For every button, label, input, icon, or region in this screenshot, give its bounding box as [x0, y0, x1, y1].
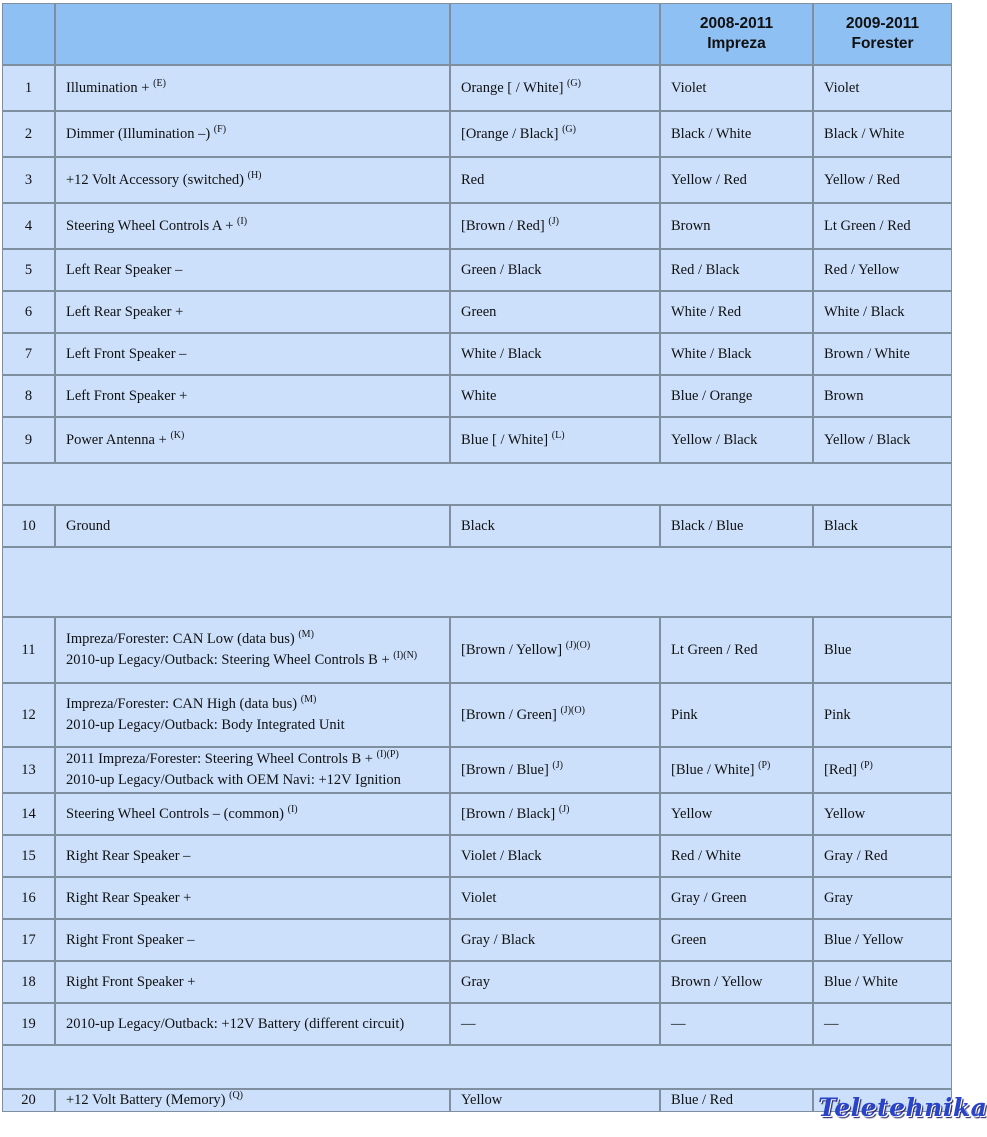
impreza-color-text: White / Red [671, 303, 742, 320]
forester-color-text: Gray [824, 889, 853, 906]
pin-function-line [66, 260, 439, 281]
header-forester-years: 2009-2011 [845, 15, 920, 32]
harness-color-text: Gray [461, 973, 490, 990]
pin-number-text: 4 [24, 217, 33, 234]
impreza-color-text: Green [671, 931, 707, 948]
table-row [2, 835, 952, 877]
header-forester-model: Forester [851, 35, 914, 52]
pin-function-text: 2010-up Legacy/Outback: +12V Battery (different circuit) [66, 1015, 405, 1032]
table-row [2, 65, 952, 111]
forester-color-text: Blue / White [824, 973, 898, 990]
forester-color [813, 157, 952, 203]
harness-color [450, 65, 660, 111]
pin-function-text: Illumination + [66, 79, 150, 96]
pin-function [55, 747, 450, 793]
pin-number-text: 20 [21, 1092, 36, 1108]
impreza-color-text: Lt Green / Red [671, 641, 758, 658]
pin-function-text-2: 2010-up Legacy/Outback: Body Integrated Unit [66, 717, 345, 733]
harness-color [450, 747, 660, 793]
pin-function-line [66, 888, 439, 909]
forester-color [813, 505, 952, 547]
pin-function-line [66, 1014, 439, 1035]
forester-color [813, 249, 952, 291]
pin-number [2, 203, 55, 249]
impreza-color-text: [Blue / White] [671, 761, 755, 778]
pin-number [2, 65, 55, 111]
pin-function [55, 333, 450, 375]
pin-function [55, 1089, 450, 1112]
impreza-color-text: Pink [671, 706, 698, 723]
forester-color-text: Brown [824, 387, 864, 404]
table-row [2, 291, 952, 333]
pin-number-text: 11 [21, 641, 36, 658]
harness-color [450, 877, 660, 919]
pin-function-line [66, 629, 439, 650]
harness-color-text: White / Black [461, 345, 542, 362]
pin-function-note: (H) [247, 169, 262, 181]
impreza-color-text: Brown / Yellow [671, 973, 763, 990]
pin-function-line-2 [66, 770, 439, 791]
impreza-color [660, 291, 813, 333]
harness-color [450, 617, 660, 683]
table-body [2, 65, 952, 1112]
impreza-color-text: Black / Blue [671, 517, 744, 534]
pin-function-line [66, 302, 439, 323]
pin-function [55, 65, 450, 111]
table-row [2, 111, 952, 157]
forester-color-text: Yellow [824, 805, 866, 822]
impreza-color [660, 333, 813, 375]
harness-color-text: Gray / Black [461, 931, 536, 948]
harness-color-text: [Brown / Green] [461, 706, 557, 723]
pin-function-note: (Q) [229, 1090, 243, 1101]
harness-color [450, 683, 660, 747]
harness-color-note: (J) [548, 215, 559, 227]
impreza-color [660, 375, 813, 417]
header-impreza [660, 3, 813, 65]
impreza-color-text: Blue / Red [671, 1092, 734, 1108]
pin-function [55, 203, 450, 249]
forester-color [813, 793, 952, 835]
pin-number [2, 1089, 55, 1112]
pin-function-text: Power Antenna + [66, 431, 167, 448]
forester-color-text: Blue / Yellow [824, 931, 904, 948]
pin-function [55, 683, 450, 747]
table-row [2, 333, 952, 375]
table-row [2, 793, 952, 835]
pin-number-text: 16 [21, 889, 36, 906]
forester-color-text: [Red] [824, 761, 858, 778]
pin-function [55, 961, 450, 1003]
pin-function-text: Steering Wheel Controls A + [66, 217, 234, 234]
impreza-color-text: Yellow [671, 805, 713, 822]
separator-cell [2, 463, 952, 505]
pin-function-line-2 [66, 715, 439, 736]
harness-color-note: (J) [552, 759, 563, 771]
harness-color-note: (J)(O) [560, 704, 585, 716]
forester-color-text: — [824, 1015, 839, 1032]
forester-color [813, 291, 952, 333]
harness-color-text: Green / Black [461, 261, 542, 278]
harness-color [450, 111, 660, 157]
pin-function [55, 835, 450, 877]
harness-color-note: (J) [558, 803, 570, 815]
pin-function-line [66, 749, 439, 770]
separator-cell [2, 547, 952, 617]
harness-color-note: (L) [551, 429, 565, 441]
table-row [2, 961, 952, 1003]
separator-row [2, 463, 952, 505]
harness-color [450, 249, 660, 291]
pin-function [55, 417, 450, 463]
harness-color-text: Violet [461, 889, 497, 906]
pin-function-note: (F) [213, 123, 227, 135]
impreza-color [660, 793, 813, 835]
harness-color-note: (G) [567, 77, 581, 89]
table-row [2, 919, 952, 961]
forester-color-text: Yellow / Red [824, 171, 900, 188]
pin-function-line-2 [66, 650, 439, 671]
pin-function-note: (E) [153, 77, 166, 89]
header-function [55, 3, 450, 65]
pin-number [2, 375, 55, 417]
pin-number-text: 8 [24, 387, 33, 404]
forester-color-text: Blue [824, 641, 852, 658]
impreza-color-text: — [671, 1015, 686, 1032]
pin-number-text: 5 [24, 261, 33, 278]
impreza-color-text: Yellow / Red [671, 171, 747, 188]
pin-function-note: (I) [237, 215, 248, 227]
header-impreza-model: Impreza [707, 35, 766, 52]
pin-function-line [66, 78, 439, 99]
harness-color [450, 203, 660, 249]
impreza-color [660, 65, 813, 111]
pin-number [2, 683, 55, 747]
pin-function-text: Dimmer (Illumination –) [66, 125, 211, 142]
pin-number [2, 333, 55, 375]
forester-color-text: Pink [824, 706, 851, 723]
separator-row [2, 547, 952, 617]
forester-color [813, 835, 952, 877]
pin-number-text: 2 [24, 125, 33, 142]
pin-function-text: 2011 Impreza/Forester: Steering Wheel Controls B + [66, 751, 373, 767]
pin-function-text: Impreza/Forester: CAN High (data bus) [66, 696, 298, 712]
pin-number [2, 793, 55, 835]
pin-function-text: Left Front Speaker + [66, 387, 188, 404]
forester-color [813, 417, 952, 463]
forester-color [813, 919, 952, 961]
table-row [2, 1003, 952, 1045]
pin-function-line [66, 804, 439, 825]
pin-function-text-2: 2010-up Legacy/Outback with OEM Navi: +12V Ignition [66, 772, 401, 788]
pin-function-line [66, 972, 439, 993]
pin-number [2, 1003, 55, 1045]
pin-function-text: Right Front Speaker + [66, 973, 196, 990]
pin-function-line [66, 516, 439, 537]
forester-color-text: White / Black [824, 303, 905, 320]
harness-color-note: (G) [562, 123, 576, 135]
harness-color-text: White [461, 387, 497, 404]
pin-number-text: 17 [21, 931, 36, 948]
forester-color [813, 1003, 952, 1045]
forester-color-note: (P) [860, 759, 873, 771]
impreza-color-text: Brown [671, 217, 711, 234]
forester-color-text: Black [824, 517, 858, 534]
forester-color-text: Lt Green / Red [824, 217, 911, 234]
pin-function [55, 1003, 450, 1045]
harness-color-text: Green [461, 303, 497, 320]
table-row [2, 417, 952, 463]
pin-number-text: 6 [24, 303, 33, 320]
impreza-color [660, 877, 813, 919]
impreza-color [660, 617, 813, 683]
pin-function-text: Left Front Speaker – [66, 345, 187, 362]
pin-number [2, 747, 55, 793]
forester-color [813, 333, 952, 375]
pin-function-text: Impreza/Forester: CAN Low (data bus) [66, 631, 295, 647]
impreza-color-text: Red / White [671, 847, 741, 864]
impreza-color [660, 157, 813, 203]
harness-color-text: Violet / Black [461, 847, 542, 864]
pin-function-line [66, 124, 439, 145]
table-row [2, 375, 952, 417]
pin-number [2, 111, 55, 157]
harness-color-note: (J)(O) [565, 639, 591, 651]
harness-color-text: Orange [ / White] [461, 79, 564, 96]
pin-function-line [66, 846, 439, 867]
impreza-color-note: (P) [758, 759, 771, 771]
table-row [2, 203, 952, 249]
pin-number [2, 919, 55, 961]
pin-number-text: 15 [21, 847, 36, 864]
impreza-color-text: White / Black [671, 345, 752, 362]
forester-color-text: Red / Yellow [824, 261, 900, 278]
harness-color-text: [Brown / Yellow] [461, 641, 563, 658]
pin-function [55, 111, 450, 157]
pin-number [2, 961, 55, 1003]
pin-number [2, 617, 55, 683]
impreza-color-text: Yellow / Black [671, 431, 758, 448]
separator-row [2, 1045, 952, 1089]
forester-color-text: Gray / Red [824, 847, 888, 864]
impreza-color [660, 835, 813, 877]
forester-color-text: Brown / White [824, 345, 910, 362]
pin-function [55, 505, 450, 547]
pin-function-text: +12 Volt Accessory (switched) [66, 171, 244, 188]
pin-function-text-2: 2010-up Legacy/Outback: Steering Wheel Controls B + [66, 652, 390, 668]
pin-number [2, 249, 55, 291]
harness-color [450, 505, 660, 547]
table-row [2, 505, 952, 547]
harness-color [450, 333, 660, 375]
pin-function-line [66, 930, 439, 951]
harness-color-text: [Brown / Black] [461, 805, 556, 822]
table-row [2, 683, 952, 747]
pin-function [55, 375, 450, 417]
pin-number-text: 18 [21, 973, 36, 990]
pin-function-text: Right Front Speaker – [66, 931, 195, 948]
pin-function-note: (M) [298, 629, 314, 640]
impreza-color [660, 1003, 813, 1045]
pin-number [2, 157, 55, 203]
impreza-color [660, 505, 813, 547]
impreza-color [660, 683, 813, 747]
pin-function-note: (M) [300, 694, 317, 705]
forester-color-text: Yellow / Black [824, 431, 911, 448]
pin-function-text: Right Rear Speaker + [66, 889, 192, 906]
pin-function-line [66, 216, 439, 237]
impreza-color [660, 203, 813, 249]
pin-number-text: 12 [21, 706, 36, 723]
pin-function [55, 157, 450, 203]
pin-function-line [66, 386, 439, 407]
impreza-color [660, 1089, 813, 1112]
pin-function-note: (I) [287, 803, 298, 815]
harness-color [450, 919, 660, 961]
harness-color [450, 793, 660, 835]
harness-color [450, 291, 660, 333]
table-row [2, 877, 952, 919]
pin-number-text: 10 [21, 517, 36, 534]
harness-color-text: [Brown / Blue] [461, 761, 549, 778]
pin-function-text: Right Rear Speaker – [66, 847, 191, 864]
pin-function-line [66, 344, 439, 365]
impreza-color [660, 919, 813, 961]
pin-function [55, 617, 450, 683]
forester-color [813, 961, 952, 1003]
impreza-color-text: Gray / Green [671, 889, 747, 906]
impreza-color [660, 417, 813, 463]
wiring-table [2, 3, 952, 1112]
forester-color [813, 111, 952, 157]
table-row [2, 1089, 952, 1112]
pin-number [2, 877, 55, 919]
pin-function-text: +12 Volt Battery (Memory) [66, 1092, 226, 1108]
forester-color [813, 375, 952, 417]
header-num [2, 3, 55, 65]
pin-function-text: Ground [66, 517, 111, 534]
pin-number [2, 417, 55, 463]
watermark-logo: Teletehnika [818, 1093, 987, 1122]
forester-color [813, 683, 952, 747]
impreza-color-text: Violet [671, 79, 707, 96]
harness-color-text: Yellow [461, 1092, 503, 1108]
pin-function-line [66, 430, 439, 451]
pin-function-note-2: (I)(N) [393, 650, 418, 661]
table-row [2, 157, 952, 203]
pin-number-text: 14 [21, 805, 36, 822]
forester-color [813, 617, 952, 683]
harness-color-text: — [461, 1015, 476, 1032]
impreza-color [660, 961, 813, 1003]
pin-number-text: 19 [21, 1015, 36, 1032]
harness-color [450, 1089, 660, 1112]
pin-function-line [66, 1090, 439, 1111]
pin-function-line [66, 170, 439, 191]
pin-number [2, 835, 55, 877]
header-forester [813, 3, 952, 65]
harness-color [450, 157, 660, 203]
separator-cell [2, 1045, 952, 1089]
pin-function [55, 919, 450, 961]
forester-color [813, 747, 952, 793]
table-row [2, 249, 952, 291]
pin-function-text: Left Rear Speaker – [66, 261, 183, 278]
harness-color [450, 835, 660, 877]
impreza-color [660, 747, 813, 793]
impreza-color [660, 111, 813, 157]
harness-color-text: Blue [ / White] [461, 431, 549, 448]
harness-color-text: [Brown / Red] [461, 217, 545, 234]
pin-number-text: 7 [24, 345, 33, 362]
pin-function-text: Left Rear Speaker + [66, 303, 184, 320]
pin-function-text: Steering Wheel Controls – (common) [66, 805, 284, 822]
harness-color-text: Black [461, 517, 495, 534]
impreza-color [660, 249, 813, 291]
pin-function [55, 793, 450, 835]
pin-function [55, 249, 450, 291]
harness-color-text: [Orange / Black] [461, 125, 559, 142]
header-impreza-years: 2008-2011 [699, 15, 774, 32]
harness-color [450, 1003, 660, 1045]
pin-function-note: (I)(P) [376, 749, 399, 760]
forester-color-text: Violet [824, 79, 860, 96]
impreza-color-text: Red / Black [671, 261, 740, 278]
table-row [2, 747, 952, 793]
header-harness [450, 3, 660, 65]
harness-color [450, 375, 660, 417]
pin-number-text: 1 [24, 79, 33, 96]
pin-function [55, 291, 450, 333]
pin-function [55, 877, 450, 919]
harness-color [450, 961, 660, 1003]
table-row [2, 617, 952, 683]
pin-number-text: 3 [24, 171, 33, 188]
forester-color-text: Black / White [824, 125, 905, 142]
pin-function-note: (K) [170, 429, 185, 441]
impreza-color-text: Blue / Orange [671, 387, 753, 404]
pin-number-text: 13 [21, 761, 36, 778]
forester-color [813, 203, 952, 249]
header-row [2, 3, 952, 65]
impreza-color-text: Black / White [671, 125, 752, 142]
harness-color-text: Red [461, 171, 485, 188]
forester-color [813, 877, 952, 919]
pin-function-line [66, 694, 439, 715]
pin-number [2, 291, 55, 333]
harness-color [450, 417, 660, 463]
forester-color [813, 65, 952, 111]
pin-number [2, 505, 55, 547]
pin-number-text: 9 [24, 431, 33, 448]
